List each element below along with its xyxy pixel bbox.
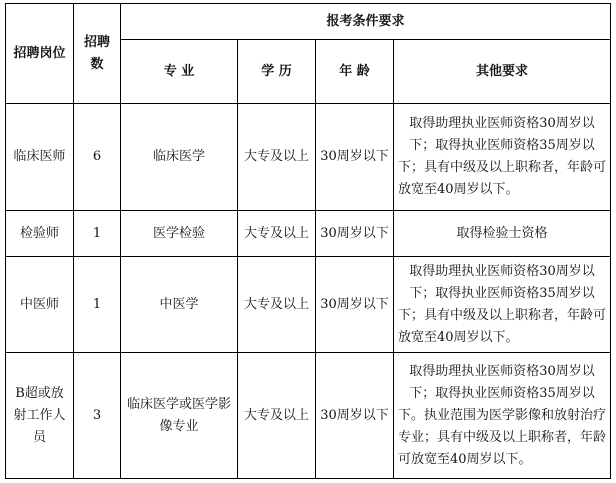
table-row [6,211,611,257]
header-conditions: 报考条件要求 [121,4,611,40]
cell-count: 1 [74,257,121,353]
cell-other: 取得助理执业医师资格30周岁以下；取得执业医师资格35周岁以下；具有中级及以上职称者，年龄可放宽至40周岁以下。 [394,104,611,211]
cell-major: 中医学 [121,257,238,353]
cell-education: 大专及以上 [238,353,316,479]
header-position: 招聘岗位 [6,4,74,104]
cell-education: 大专及以上 [238,257,316,353]
cell-other: 取得助理执业医师资格30周岁以下；取得执业医师资格35周岁以下；具有中级及以上职称者，年龄可放宽至40周岁以下。 [394,257,611,353]
cell-position: 临床医师 [6,104,74,211]
header-age: 年 龄 [316,40,394,104]
header-major: 专 业 [121,40,238,104]
header-count: 招聘数 [74,4,121,104]
cell-education: 大专及以上 [238,104,316,211]
cell-position: 检验师 [6,211,74,257]
table-row [6,257,611,353]
cell-age: 30周岁以下 [316,211,394,257]
cell-other: 取得检验士资格 [394,211,611,257]
recruitment-table-container [5,3,611,479]
table-row [6,104,611,211]
cell-age: 30周岁以下 [316,104,394,211]
header-education: 学 历 [238,40,316,104]
cell-count: 1 [74,211,121,257]
cell-education: 大专及以上 [238,211,316,257]
table-row [6,353,611,479]
cell-major: 临床医学或医学影像专业 [121,353,238,479]
cell-age: 30周岁以下 [316,257,394,353]
cell-age: 30周岁以下 [316,353,394,479]
cell-count: 3 [74,353,121,479]
cell-major: 医学检验 [121,211,238,257]
cell-position: B超或放射工作人员 [6,353,74,479]
cell-other: 取得助理执业医师资格30周岁以下；取得执业医师资格35周岁以下。执业范围为医学影像和放射治疗专业；具有中级及以上职称者，年龄可放宽至40周岁以下。 [394,353,611,479]
cell-position: 中医师 [6,257,74,353]
cell-major: 临床医学 [121,104,238,211]
recruitment-table [5,3,611,479]
cell-count: 6 [74,104,121,211]
header-other: 其他要求 [394,40,611,104]
header-row-top [6,4,611,40]
